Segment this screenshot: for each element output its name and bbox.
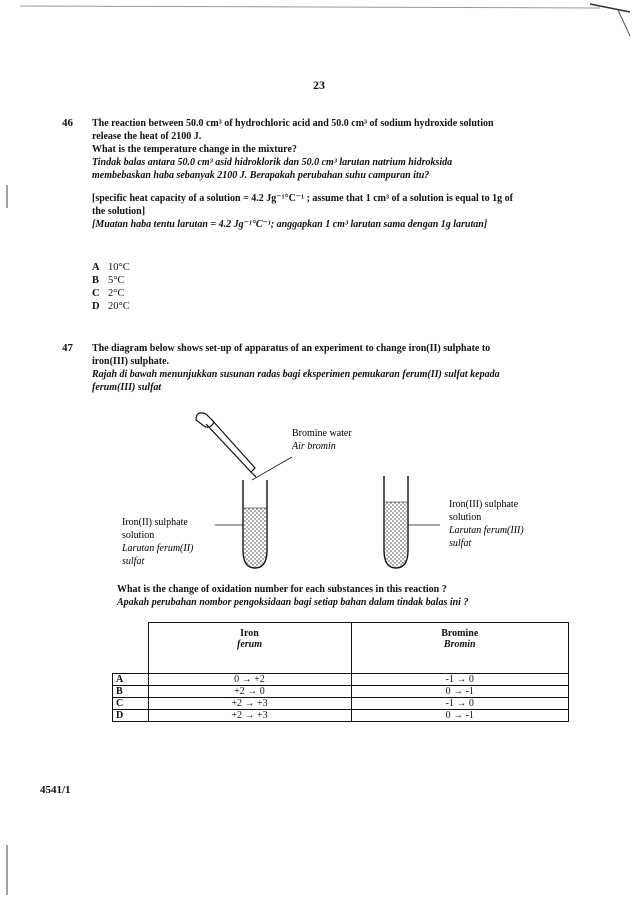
scan-border-artifact [0, 0, 638, 40]
q47-answer-table [112, 622, 569, 722]
table-row[interactable]: B +2 → 0 0 → -1 [113, 686, 569, 698]
q47-ms-line1: Rajah di bawah menunjukkan susunan radas bagi eksperimen pemukaran ferum(II) sulfat kepada [92, 369, 500, 380]
q46-info-ms: [Muatan haba tentu larutan = 4.2 Jg⁻¹°C⁻¹; anggapkan 1 cm³ larutan sama dengan 1g larutan] [92, 219, 488, 230]
question-46-info [92, 192, 612, 231]
q46-info-en-line2: the solution] [92, 206, 146, 217]
table-row[interactable]: D +2 → +3 0 → -1 [113, 710, 569, 722]
apparatus-diagram [0, 400, 638, 585]
bromine-label-pointer [252, 457, 292, 480]
question-46-number: 46 [62, 117, 73, 129]
test-tube-left [243, 480, 267, 568]
question-46-text [92, 117, 612, 182]
question-46-options [92, 261, 130, 313]
q46-info-en-line1: [specific heat capacity of a solution = 4.2 Jg⁻¹°C⁻¹ ; assume that 1 cm³ of a solution is equal to 1g of [92, 193, 513, 204]
table-header-empty [113, 623, 149, 674]
q46-option-c[interactable]: C 2°C [92, 288, 125, 299]
bromine-water-label-ms: Air bromin [292, 441, 336, 452]
right-label-en2: solution [449, 512, 482, 523]
q46-ms-line2: membebaskan haba sebanyak 2100 J. Berapakah perubahan suhu campuran itu? [92, 170, 430, 181]
question-47-number: 47 [62, 342, 73, 354]
q47-question-en: What is the change of oxidation number for each substances in this reaction ? [117, 584, 447, 595]
q47-question-ms: Apakah perubahan nombor pengoksidaan bagi setiap bahan dalam tindak balas ini ? [117, 597, 469, 608]
question-47-text [92, 342, 612, 394]
q46-option-a[interactable]: A 10°C [92, 262, 130, 273]
right-label-en1: Iron(III) sulphate [449, 499, 519, 510]
q47-en-line1: The diagram below shows set-up of apparatus of an experiment to change iron(II) sulphate to [92, 343, 491, 354]
left-label-ms2: sulfat [122, 556, 145, 567]
right-label-ms1: Larutan ferum(III) [449, 525, 524, 536]
table-header-row [113, 623, 569, 674]
q47-en-line2: iron(III) sulphate. [92, 356, 170, 367]
page-number: 23 [313, 78, 325, 92]
left-label-en1: Iron(II) sulphate [122, 517, 188, 528]
q46-ms-line1: Tindak balas antara 50.0 cm³ asid hidroklorik dan 50.0 cm³ larutan natrium hidroksida [92, 157, 453, 168]
test-tube-right [384, 476, 408, 568]
right-label-ms2: sulfat [449, 538, 472, 549]
paper-code: 4541/1 [40, 784, 71, 796]
q46-en-line3: What is the temperature change in the mixture? [92, 144, 297, 155]
q46-option-b[interactable]: B 5°C [92, 275, 125, 286]
q47-ms-line2: ferum(III) sulfat [92, 382, 162, 393]
table-row[interactable]: A 0 → +2 -1 → 0 [113, 674, 569, 686]
question-47-prompt [117, 583, 617, 609]
bromine-water-label: Bromine water [292, 428, 352, 439]
scan-margin-mark [0, 180, 12, 220]
table-header-bromine: Bromine Bromin [351, 623, 569, 674]
table-header-iron: Iron ferum [148, 623, 351, 674]
q46-en-line2: release the heat of 2100 J. [92, 131, 202, 142]
left-label-ms1: Larutan ferum(II) [122, 543, 194, 554]
q46-en-line1: The reaction between 50.0 cm³ of hydrochloric acid and 50.0 cm³ of sodium hydroxide solution [92, 118, 494, 129]
q46-option-d[interactable]: D 20°C [92, 301, 130, 312]
table-row[interactable]: C +2 → +3 -1 → 0 [113, 698, 569, 710]
scan-margin-mark-bottom [0, 840, 12, 900]
left-label-en2: solution [122, 530, 155, 541]
dropper-icon [196, 413, 256, 477]
